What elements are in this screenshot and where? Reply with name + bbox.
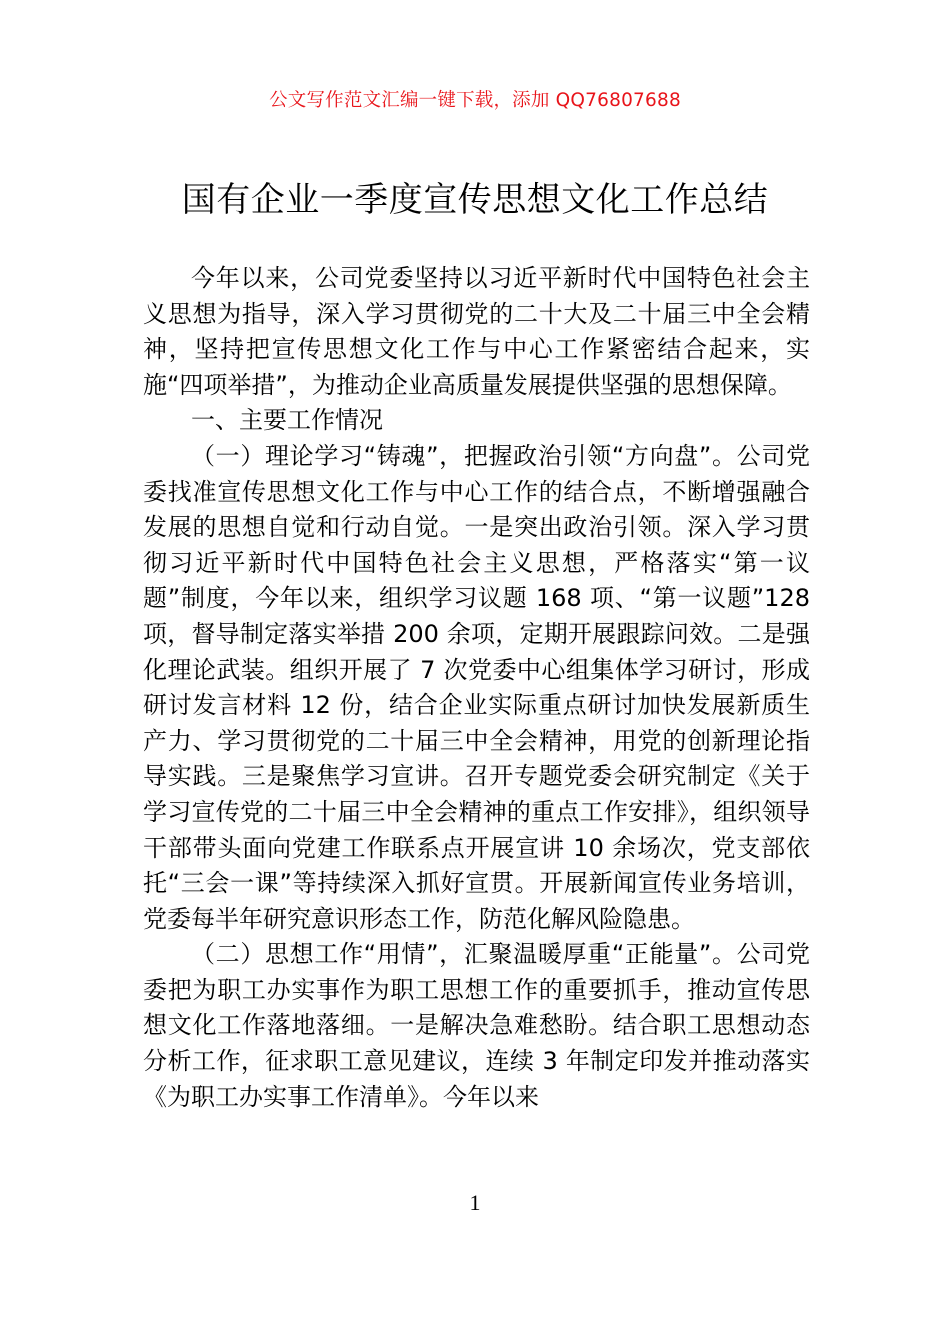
document-title: 国有企业一季度宣传思想文化工作总结 <box>181 180 769 220</box>
subsection-ideological-work: （二）思想工作“用情”，汇聚温暖厚重“正能量”。公司党委把为职工办实事作为职工思想工作的重要抓手，推动宣传思想文化工作落地落细。一是解决急难愁盼。结合职工思想动态分析工作，征求职工意见建议，连续 3 年制定印发并推动落实《为职工办实事工作清单》。今年以来 <box>143 940 810 1111</box>
page-number: 1 <box>469 1190 481 1215</box>
document-body <box>143 261 810 1115</box>
intro-paragraph: 今年以来，公司党委坚持以习近平新时代中国特色社会主义思想为指导，深入学习贯彻党的二十大及二十届三中全会精神，坚持把宣传思想文化工作与中心工作紧密结合起来，实施“四项举措”，为推动企业高质量发展提供坚强的思想保障。 <box>143 264 810 399</box>
subsection-theory-study: （一）理论学习“铸魂”，把握政治引领“方向盘”。公司党委找准宣传思想文化工作与中心工作的结合点，不断增强融合发展的思想自觉和行动自觉。一是突出政治引领。深入学习贯彻习近平新时代中国特色社会主义思想，严格落实“第一议题”制度，今年以来，组织学习议题 168 项、“第一议题”128 项，督导制定落实举措 200 余项，定期开展跟踪问效。二是强化理论武装。组织开展了 7 次党委中心组集体学习研讨，形成研讨发言材料 12 份，结合企业实际重点研讨加快发展新质生产力、学习贯彻党的二十届三中全会精神，用党的创新理论指导实践。三是聚焦学习宣讲。召开专题党委会研究制定《关于学习宣传党的二十届三中全会精神的重点工作安排》，组织领导干部带头面向党建工作联系点开展宣讲 10 余场次，党支部依托“三会一课”等持续深入抓好宣贯。开展新闻宣传业务培训，党委每半年研究意识形态工作，防范化解风险隐患。 <box>143 441 810 933</box>
section-heading-main-work: 一、主要工作情况 <box>191 406 383 435</box>
download-promo-note: 公文写作范文汇编一键下载，添加 QQ76807688 <box>269 90 681 111</box>
